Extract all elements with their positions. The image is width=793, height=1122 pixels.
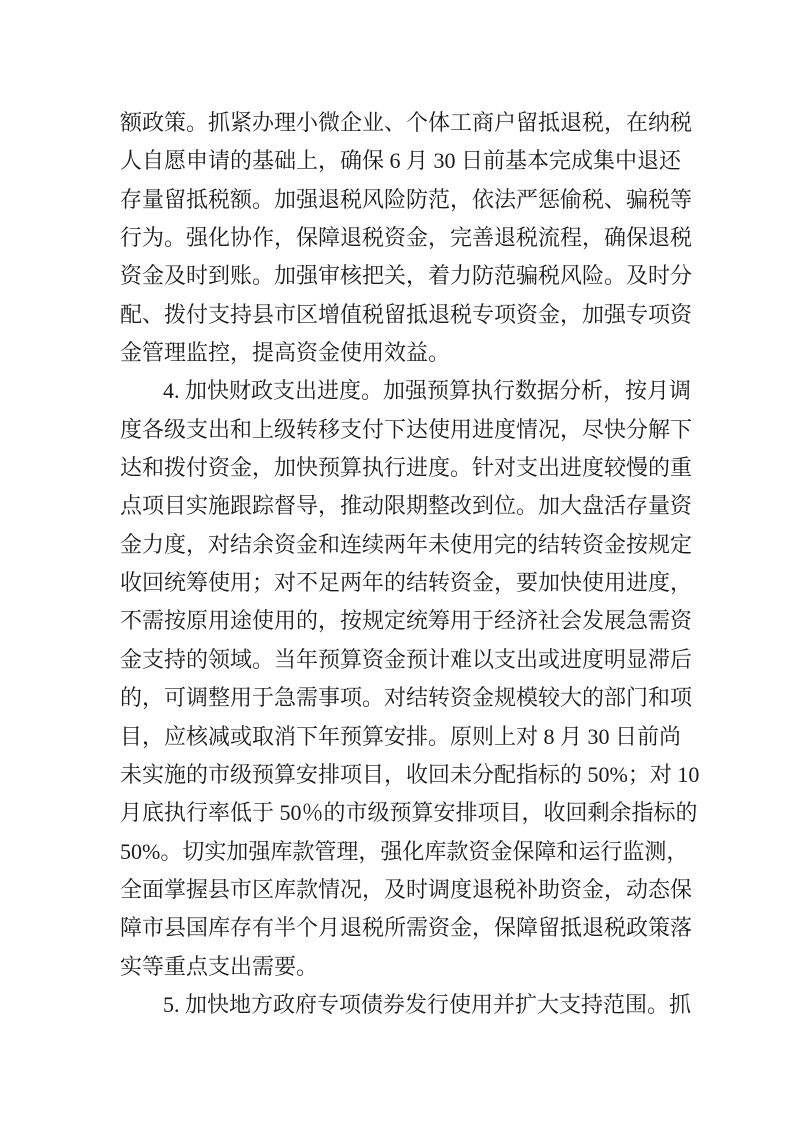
document-page bbox=[120, 104, 700, 1024]
text-line: 人自愿申请的基础上，确保 6 月 30 日前基本完成集中退还 bbox=[120, 148, 682, 174]
text-line: 4. 加快财政支出进度。加强预算执行数据分析，按月调 bbox=[163, 378, 692, 404]
text-line: 月底执行率低于 50％的市级预算安排项目，收回剩余指标的 bbox=[120, 800, 698, 826]
text-line: 不需按原用途使用的，按规定统筹用于经济社会发展急需资 bbox=[120, 608, 693, 634]
paragraph bbox=[120, 986, 692, 1024]
text-line: 资金及时到账。加强审核把关，着力防范骗税风险。及时分 bbox=[120, 263, 693, 289]
text-line: 金支持的领域。当年预算资金预计难以支出或进度明显滞后 bbox=[120, 646, 693, 672]
paragraph bbox=[120, 372, 700, 986]
text-line: 金力度，对结余资金和连续两年未使用完的结转资金按规定 bbox=[120, 531, 693, 557]
text-line: 50%。切实加强库款管理，强化库款资金保障和运行监测， bbox=[120, 838, 689, 864]
text-line: 额政策。抓紧办理小微企业、个体工商户留抵退税，在纳税 bbox=[120, 110, 693, 135]
text-line: 目，应核减或取消下年预算安排。原则上对 8 月 30 日前尚 bbox=[120, 723, 682, 749]
text-line: 度各级支出和上级转移支付下达使用进度情况，尽快分解下 bbox=[120, 416, 693, 442]
text-line: 点项目实施跟踪督导，推动限期整改到位。加大盘活存量资 bbox=[120, 493, 693, 519]
text-line: 配、拨付支持县市区增值税留抵退税专项资金，加强专项资 bbox=[120, 301, 693, 327]
text-line: 达和拨付资金，加快预算执行进度。针对支出进度较慢的重 bbox=[120, 455, 693, 481]
text-line: 实等重点支出需要。 bbox=[120, 953, 319, 979]
text-line: 收回统筹使用；对不足两年的结转资金，要加快使用进度， bbox=[120, 570, 693, 596]
text-line: 金管理监控，提高资金使用效益。 bbox=[120, 340, 451, 366]
text-line: 未实施的市级预算安排项目，收回未分配指标的 50%；对 10 bbox=[120, 761, 700, 787]
text-line: 存量留抵税额。加强退税风险防范，依法严惩偷税、骗税等 bbox=[120, 186, 693, 212]
text-line: 的，可调整用于急需事项。对结转资金规模较大的部门和项 bbox=[120, 685, 693, 711]
text-line: 障市县国库存有半个月退税所需资金，保障留抵退税政策落 bbox=[120, 915, 693, 941]
paragraph bbox=[120, 104, 693, 372]
text-line: 5. 加快地方政府专项债券发行使用并扩大支持范围。抓 bbox=[163, 991, 692, 1017]
text-line: 行为。强化协作，保障退税资金，完善退税流程，确保退税 bbox=[120, 225, 693, 251]
text-line: 全面掌握县市区库款情况，及时调度退税补助资金，动态保 bbox=[120, 876, 693, 902]
